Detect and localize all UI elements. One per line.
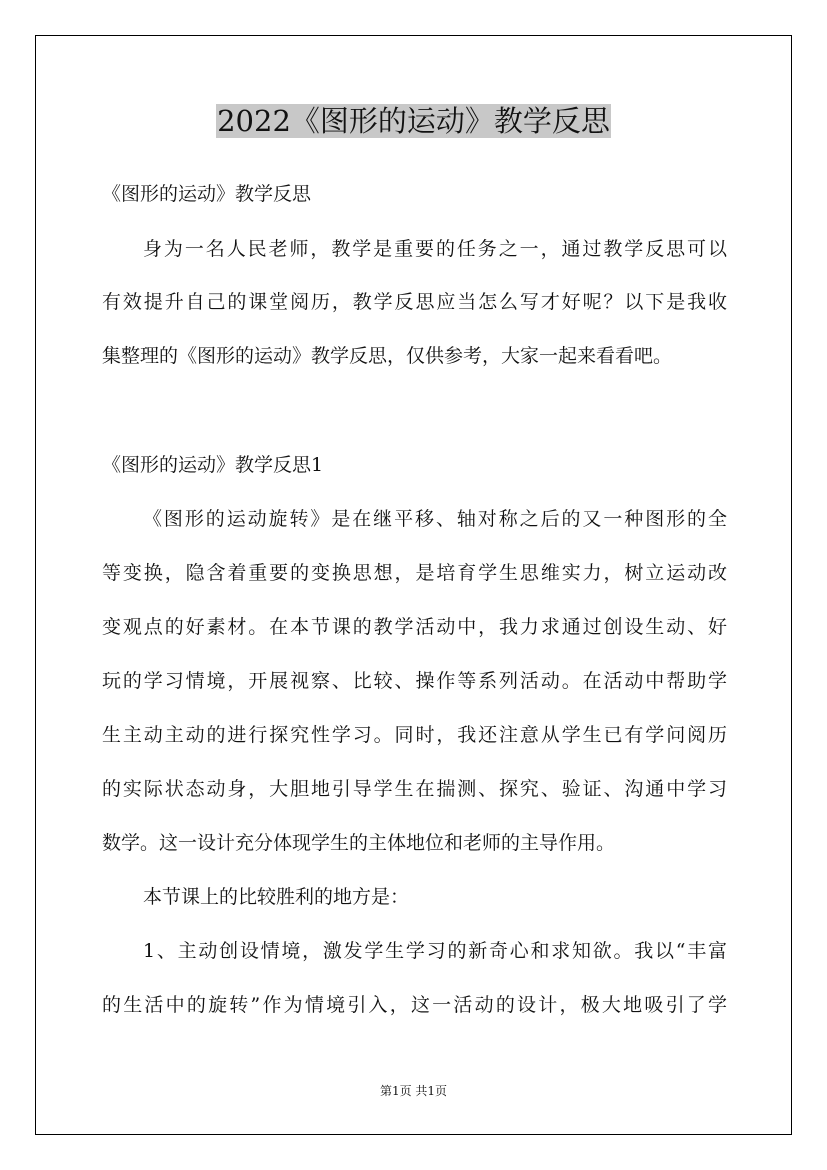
body-line: 等变换，隐含着重要的变换思想，是培育学生思维实力，树立运动改 [102, 562, 727, 584]
document-subtitle: 《图形的运动》教学反思 [102, 183, 312, 205]
intro-line: 身为一名人民老师，教学是重要的任务之一，通过教学反思可以 [143, 238, 727, 260]
body-line: 《图形的运动旋转》是在继平移、轴对称之后的又一种图形的全 [143, 508, 727, 530]
body-line: 变观点的好素材。在本节课的教学活动中，我力求通过创设生动、好 [102, 616, 727, 638]
body-line: 生主动主动的进行探究性学习。同时，我还注意从学生已有学问阅历 [102, 724, 727, 746]
document-title: 2022《图形的运动》教学反思 [217, 104, 610, 138]
page-footer: 第1页 共1页 [379, 1084, 448, 1098]
body-line: 的实际状态动身，大胆地引导学生在揣测、探究、验证、沟通中学习 [102, 778, 727, 800]
intro-line: 集整理的《图形的运动》教学反思，仅供参考，大家一起来看看吧。 [102, 345, 673, 367]
section-heading: 《图形的运动》教学反思1 [102, 454, 324, 476]
point-line: 1、主动创设情境，激发学生学习的新奇心和求知欲。我以“丰富 [143, 940, 727, 962]
point-line: 的生活中的旋转”作为情境引入，这一活动的设计，极大地吸引了学 [102, 994, 727, 1016]
intro-line: 有效提升自己的课堂阅历，教学反思应当怎么写才好呢？以下是我收 [102, 291, 727, 313]
paragraph-line: 本节课上的比较胜利的地方是： [143, 886, 410, 908]
body-line: 玩的学习情境，开展视察、比较、操作等系列活动。在活动中帮助学 [102, 670, 727, 692]
body-line: 数学。这一设计充分体现学生的主体地位和老师的主导作用。 [102, 832, 616, 854]
